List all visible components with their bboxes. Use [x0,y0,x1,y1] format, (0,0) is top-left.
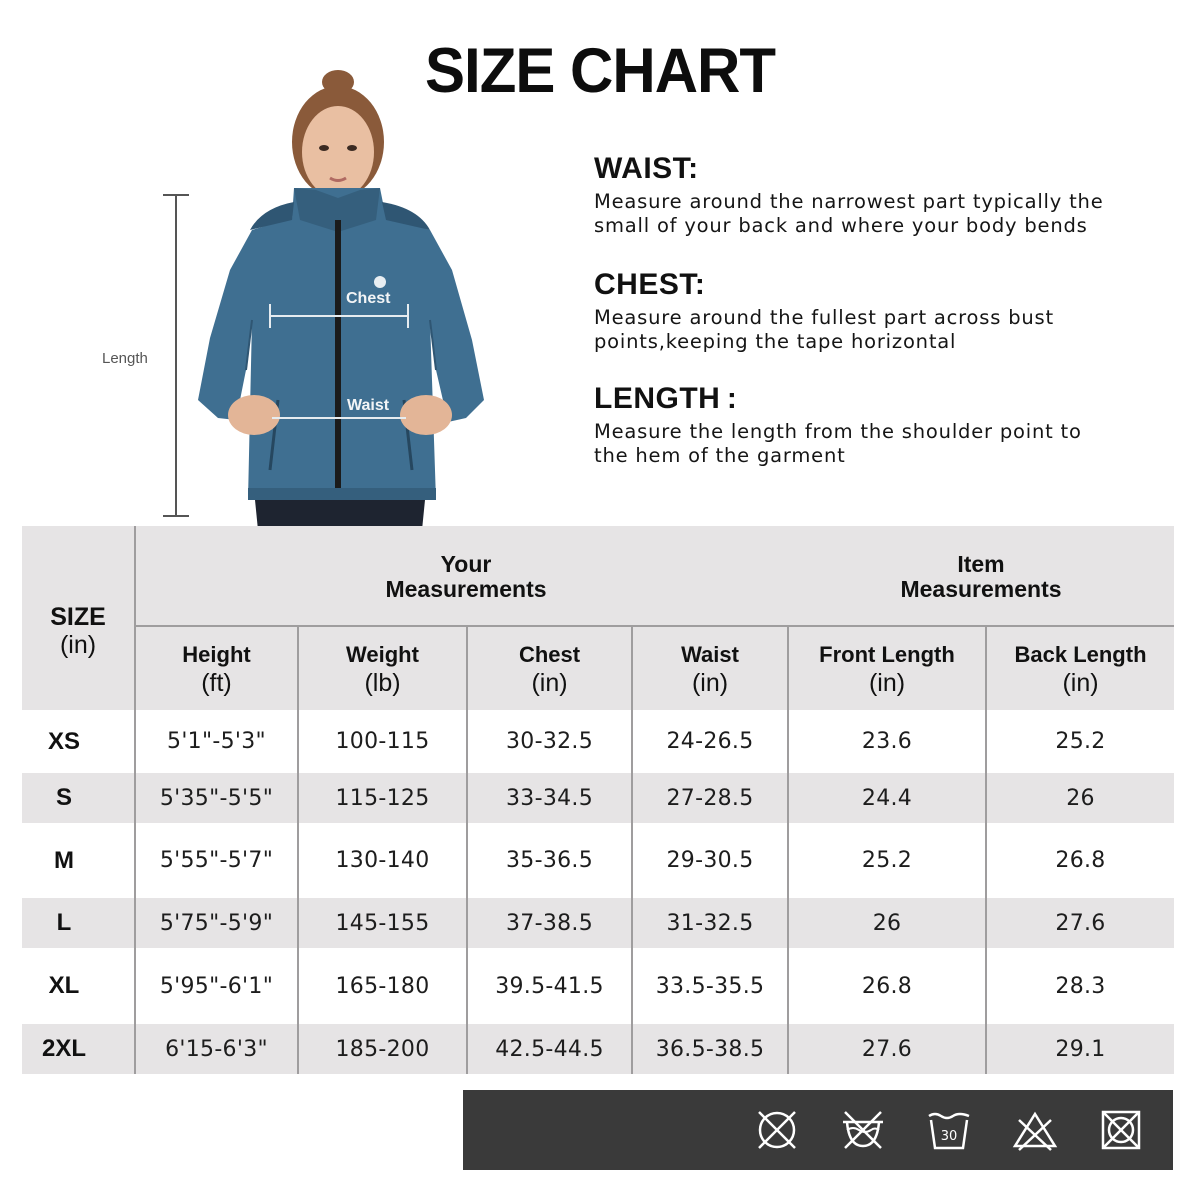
size-row-label: 2XL [41,1035,86,1062]
table-cell: 185-200 [335,1036,430,1062]
table-cell: 27.6 [1055,910,1106,936]
table-cell: 25.2 [861,848,913,873]
table-cell: 37-38.5 [505,910,594,936]
group-header-line: Your [440,551,492,577]
table-cell: 24.4 [861,785,913,811]
column-header-back-length [987,634,1174,704]
group-header-line: Item [957,551,1005,577]
definition-waist [594,152,1164,238]
waist-label: Waist [347,397,390,414]
length-label: Length [102,350,148,367]
table-cell: 130-140 [335,848,430,873]
table-cell: 30-32.5 [505,729,594,754]
grid-line [134,625,1174,627]
column-header-label: Weight [346,642,419,667]
column-header-height [136,634,297,704]
length-measure-cap-bottom [163,515,189,517]
table-cell: 5'95"-6'1" [159,973,274,999]
table-cell: 5'1"-5'3" [167,729,266,754]
table-cell: 5'55"-5'7" [159,848,274,873]
column-header-label: Back Length [1014,642,1147,667]
definition-line: Measure around the narrowest part typically the [594,190,1104,213]
page-title: SIZE CHART [425,35,775,106]
length-measure-line [175,195,177,517]
definition-chest [594,268,1164,354]
do-not-tumble-dry-icon [1097,1106,1145,1154]
column-header-chest [468,634,631,704]
definition-text [594,420,1164,468]
definition-text [594,306,1164,354]
table-cell: 6'15-6'3" [165,1036,268,1062]
table-cell: 36.5-38.5 [655,1036,765,1062]
column-header-unit: (in) [531,669,568,697]
table-cell: 145-155 [335,910,430,936]
definition-line: small of your back and where your body bends [594,214,1088,237]
definition-length [594,382,1164,468]
table-cell: 33-34.5 [505,785,594,811]
group-header-item-measurements [788,546,1174,608]
table-cell: 5'75"-5'9" [159,910,274,936]
definition-text [594,190,1164,238]
table-cell: 26.8 [861,973,913,999]
size-row-label: L [56,909,72,936]
column-header-front-length [789,634,985,704]
table-cell: 26 [872,910,902,936]
column-header-unit: (in) [691,669,729,697]
column-header-unit: (in) [868,669,906,697]
table-cell: 26.8 [1055,848,1106,873]
table-cell: 23.6 [861,729,913,754]
do-not-bleach-icon [1011,1106,1059,1154]
do-not-dry-clean-icon [839,1106,887,1154]
size-row-label: S [55,784,72,811]
column-header-unit: (in) [1062,669,1099,697]
table-cell: 29-30.5 [666,848,754,873]
column-header-unit: (lb) [364,669,401,697]
definition-line: points,keeping the tape horizontal [594,330,957,353]
definition-line: Measure around the fullest part across bust [594,306,1054,329]
size-row-label: XL [48,972,80,999]
do-not-wash-icon [753,1106,801,1154]
table-cell: 115-125 [335,785,430,811]
column-header-weight [299,634,466,704]
group-header-line: Measurements [900,576,1062,602]
garment-figure [0,70,560,530]
size-table [22,526,1174,1074]
table-cell: 28.3 [1055,973,1106,999]
size-row-label: XS [47,727,80,755]
definition-line: the hem of the garment [594,444,846,467]
column-header-waist [633,634,787,704]
column-header-label: Front Length [819,642,955,667]
group-header-line: Measurements [385,576,547,602]
care-instructions-bar [463,1090,1173,1170]
table-cell: 42.5-44.5 [495,1036,604,1062]
table-cell: 33.5-35.5 [655,973,765,999]
table-cell: 29.1 [1055,1036,1106,1062]
definition-line: Measure the length from the shoulder point to [594,420,1082,443]
column-header-label: Chest [518,642,581,667]
group-header-your-measurements [136,546,796,608]
table-cell: 27-28.5 [666,785,754,811]
column-header-unit: (ft) [201,669,232,697]
table-cell: 165-180 [335,973,430,999]
size-header-label: SIZE [50,603,106,631]
column-header-label: Height [182,642,251,667]
chest-label: Chest [346,290,391,307]
table-cell: 26 [1066,785,1095,811]
definition-heading: WAIST: [594,152,699,185]
definition-heading: CHEST: [594,268,706,301]
table-cell: 24-26.5 [666,729,754,754]
wash-30-icon [925,1106,973,1154]
jacket-model-illustration [190,70,500,530]
table-cell: 5'35"-5'5" [159,785,274,811]
size-header-unit: (in) [59,631,97,659]
column-header-label: Waist [681,642,739,667]
definition-heading: LENGTH : [594,382,738,415]
table-cell: 100-115 [335,729,430,754]
size-row-label: M [54,846,74,874]
wash-temperature-label: 30 [940,1129,958,1144]
size-column-header [22,586,134,676]
table-cell: 31-32.5 [666,910,754,936]
table-cell: 35-36.5 [505,848,594,873]
length-measure-cap-top [163,194,189,196]
table-cell: 27.6 [861,1036,913,1062]
table-cell: 25.2 [1055,729,1106,754]
table-cell: 39.5-41.5 [495,973,604,999]
